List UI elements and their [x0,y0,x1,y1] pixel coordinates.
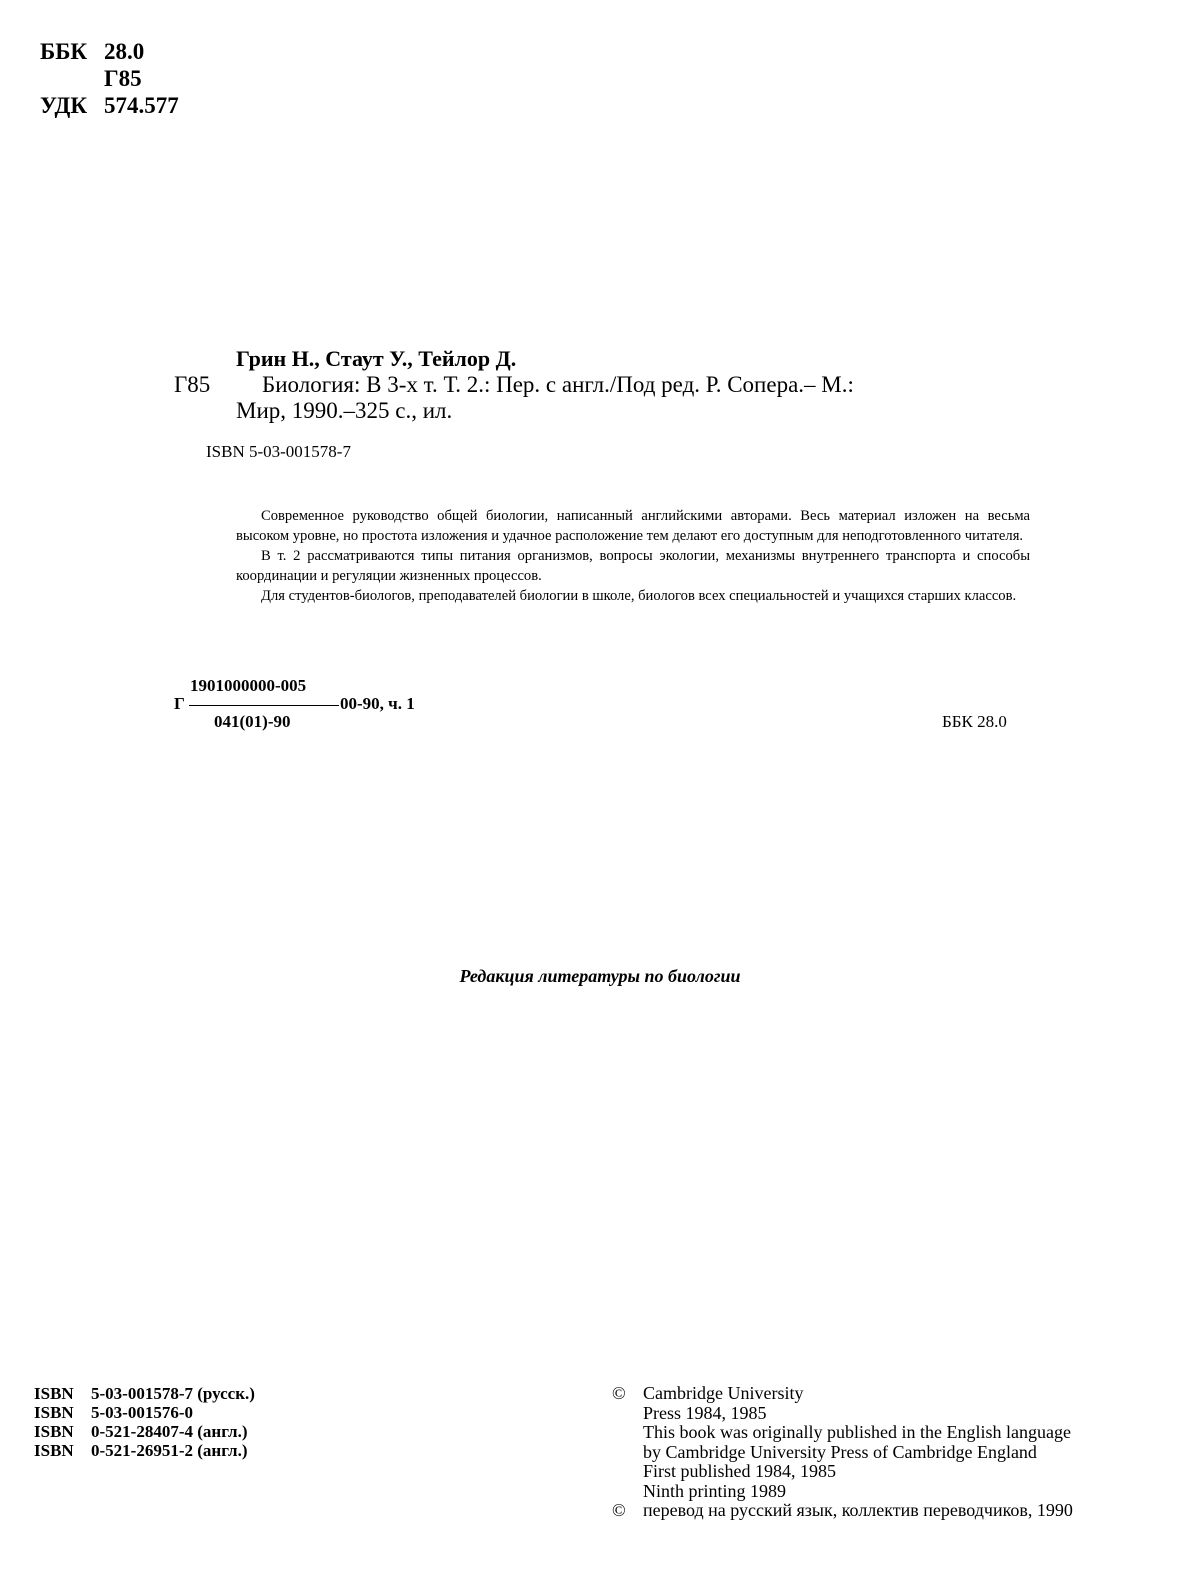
udk-label: УДК [40,93,88,118]
record-isbn: ISBN 5-03-001578-7 [206,442,351,461]
copyright-line-6: Ninth printing 1989 [643,1480,786,1501]
copyright-line-2: Press 1984, 1985 [643,1402,767,1423]
isbn-label: ISBN [34,1403,74,1422]
copyright-line-5: First published 1984, 1985 [643,1461,837,1481]
isbn-label: ISBN [34,1422,74,1441]
record-shelf-mark: Г85 [174,372,211,397]
isbn-label: ISBN [34,1384,74,1403]
isbn-list-item [34,1403,255,1422]
copyright-symbol-2: © [612,1500,626,1520]
copyright-line-3: This book was originally published in the English language [643,1422,1071,1442]
index-suffix: 00-90, ч. 1 [340,694,415,713]
annotation-paragraph-2: В т. 2 рассматриваются типы питания организмов, вопросы экологии, механизмы внутреннего транспорта и способы координации и регуляции жизненных процессов. [236,548,1030,584]
isbn-list-item [34,1384,255,1403]
record-authors: Грин Н., Стаут У., Тейлор Д. [236,346,517,371]
index-prefix: Г [174,694,185,713]
udk-value: 574.577 [104,93,179,118]
isbn-value: 5-03-001576-0 [91,1403,193,1422]
author-sign: Г85 [104,66,142,91]
annotation-paragraph-1: Современное руководство общей биологии, написанный английскими авторами. Весь материал изложен на весьма высоком уровне, но простота изложения и удачное расположение тем делают его доступным для неподготовленного читателя. [236,508,1030,544]
isbn-list [34,1384,255,1460]
isbn-value: 0-521-28407-4 (англ.) [91,1422,248,1441]
copyright-block [612,1384,1073,1521]
editorial-line: Редакция литературы по биологии [459,966,741,986]
udk-row [40,92,179,119]
bbk-value: 28.0 [104,39,145,64]
classification-block [40,38,179,119]
annotation-paragraph-3: Для студентов-биологов, преподавателей биологии в школе, биологов всех специальностей и учащихся старших классов. [261,588,1017,604]
annotation [236,506,1030,606]
copyright-symbol: © [612,1383,626,1403]
index-denominator: 041(01)-90 [214,712,291,731]
bbk-row [40,38,179,65]
record-title: Биология: В 3-х т. Т. 2.: Пер. с англ./Под ред. Р. Сопера.– М.: [262,372,854,397]
isbn-list-item [34,1441,255,1460]
isbn-value: 0-521-26951-2 (англ.) [91,1441,248,1460]
bbk-right: ББК 28.0 [942,712,1007,731]
copyright-line-4: by Cambridge University Press of Cambridge England [643,1441,1037,1462]
isbn-value: 5-03-001578-7 (русск.) [91,1384,255,1403]
record-imprint: Мир, 1990.–325 с., ил. [236,398,453,423]
author-sign-row [40,65,179,92]
fraction-bar [189,705,339,706]
copyright-line-7: перевод на русский язык, коллектив переводчиков, 1990 [643,1500,1073,1520]
isbn-label: ISBN [34,1441,74,1460]
index-numerator: 1901000000-005 [190,676,307,695]
bbk-label: ББК [40,39,88,64]
copyright-line-1: Cambridge University [643,1383,804,1403]
isbn-list-item [34,1422,255,1441]
